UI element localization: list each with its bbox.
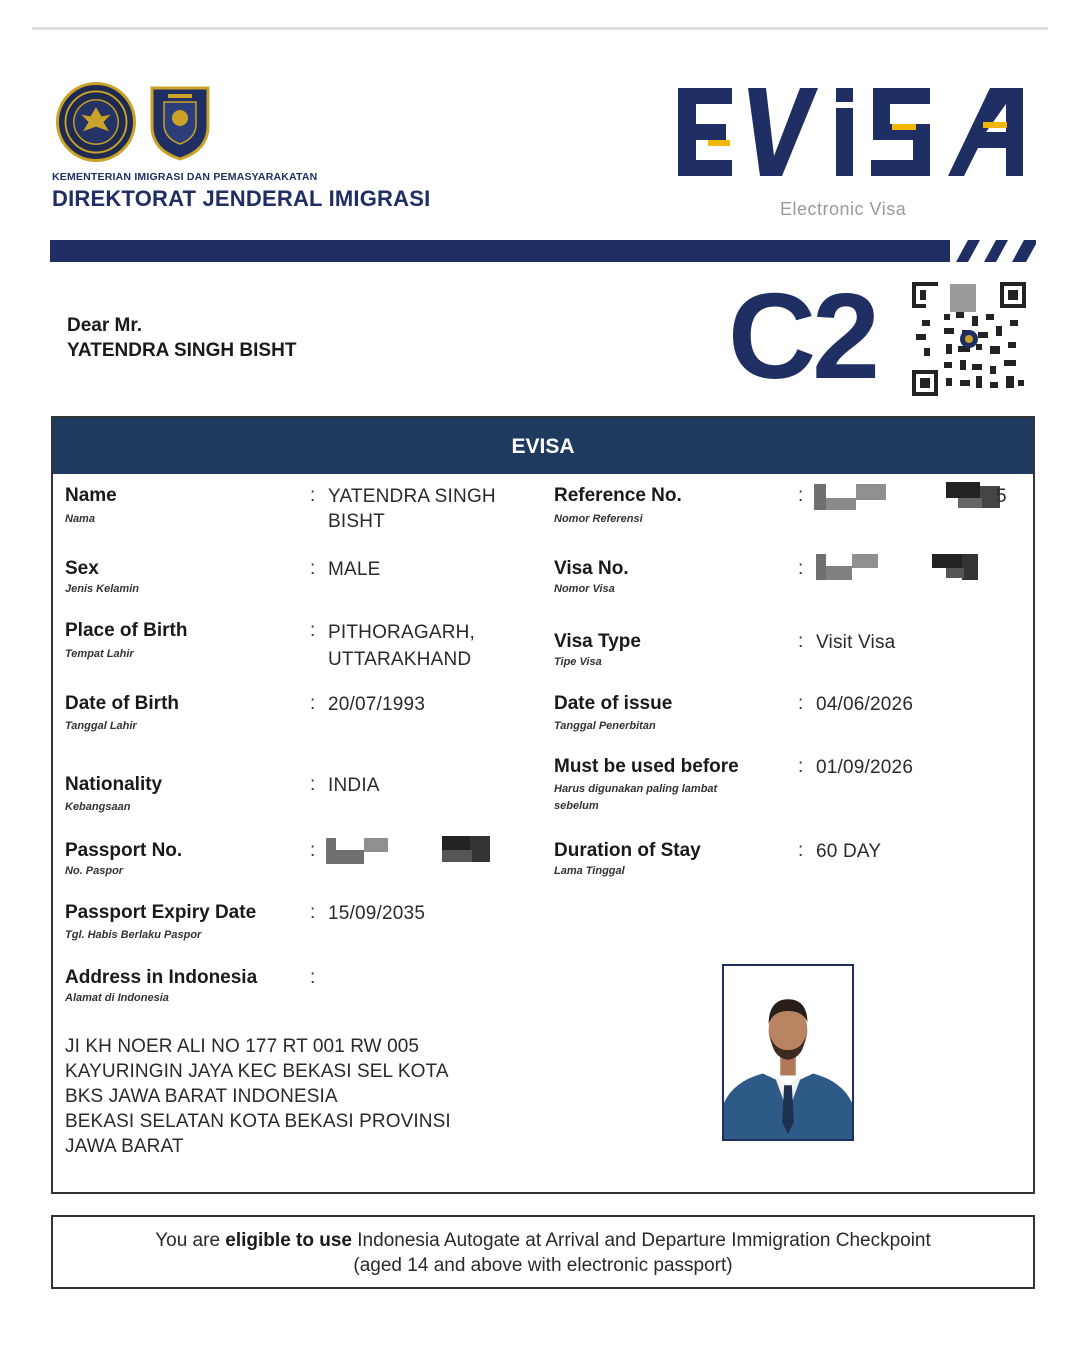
directorate-name: DIREKTORAT JENDERAL IMIGRASI	[52, 186, 431, 211]
place-of-birth-line2: UTTARAKHAND	[328, 649, 472, 670]
reference-no-tail: 5	[996, 486, 1007, 507]
notice-text: Indonesia Autogate at Arrival and Departure Immigration Checkpoint	[352, 1230, 931, 1251]
passport-expiry-value: 15/09/2035	[328, 903, 426, 924]
name-sublabel: Nama	[65, 513, 95, 525]
passport-no-redacted	[326, 836, 496, 866]
colon: :	[798, 693, 804, 714]
visa-type-sublabel: Tipe Visa	[554, 656, 602, 668]
colon: :	[798, 558, 804, 579]
date-of-issue-value: 04/06/2026	[816, 694, 914, 715]
reference-no-label: Reference No.	[554, 485, 682, 506]
date-of-birth-label: Date of Birth	[65, 693, 179, 714]
autogate-notice	[51, 1215, 1035, 1289]
salutation: Dear Mr.	[67, 315, 142, 336]
name-label: Name	[65, 485, 117, 506]
panel-title: EVISA	[53, 418, 1033, 474]
colon: :	[310, 840, 316, 861]
colon: :	[310, 620, 316, 641]
must-use-before-sublabel-2: sebelum	[554, 800, 599, 812]
nationality-value: INDIA	[328, 775, 380, 796]
colon: :	[310, 558, 316, 579]
passport-expiry-sublabel: Tgl. Habis Berlaku Paspor	[65, 929, 202, 941]
reference-no-sublabel: Nomor Referensi	[554, 513, 643, 525]
notice-line-1	[53, 1228, 1033, 1253]
date-of-issue-sublabel: Tanggal Penerbitan	[554, 720, 656, 732]
passport-no-label: Passport No.	[65, 840, 183, 861]
visa-type-value: Visit Visa	[816, 632, 896, 653]
colon: :	[310, 774, 316, 795]
nationality-sublabel: Kebangsaan	[65, 801, 131, 813]
visa-no-label: Visa No.	[554, 558, 629, 579]
place-of-birth-sublabel: Tempat Lahir	[65, 648, 134, 660]
top-divider	[32, 27, 1048, 30]
visa-category-code: C2	[728, 268, 876, 404]
reference-no-redacted	[814, 482, 1014, 512]
colon: :	[310, 693, 316, 714]
sex-sublabel: Jenis Kelamin	[65, 583, 139, 595]
qr-code-icon	[910, 280, 1028, 398]
place-of-birth-label: Place of Birth	[65, 620, 188, 641]
name-value-line2: BISHT	[328, 511, 385, 532]
notice-line-2: (aged 14 and above with electronic passport)	[353, 1255, 733, 1276]
colon: :	[798, 840, 804, 861]
holder-photo	[722, 964, 854, 1141]
notice-bold-text: eligible to use	[225, 1230, 352, 1251]
address-line: JAWA BARAT	[65, 1136, 184, 1157]
address-line: BEKASI SELATAN KOTA BEKASI PROVINSI	[65, 1111, 451, 1132]
nationality-label: Nationality	[65, 774, 163, 795]
colon: :	[798, 631, 804, 652]
sex-label: Sex	[65, 558, 99, 579]
place-of-birth-line1: PITHORAGARH,	[328, 622, 476, 643]
date-of-issue-label: Date of issue	[554, 693, 673, 714]
immigration-shield-icon	[148, 82, 212, 162]
duration-of-stay-value: 60 DAY	[816, 841, 882, 862]
passport-expiry-label: Passport Expiry Date	[65, 902, 257, 923]
ministry-name: KEMENTERIAN IMIGRASI DAN PEMASYARAKATAN	[52, 171, 318, 183]
address-value	[65, 1034, 451, 1159]
address-label: Address in Indonesia	[65, 967, 258, 988]
visa-no-sublabel: Nomor Visa	[554, 583, 615, 595]
duration-of-stay-label: Duration of Stay	[554, 840, 701, 861]
colon: :	[310, 902, 316, 923]
date-of-birth-sublabel: Tanggal Lahir	[65, 720, 137, 732]
colon: :	[310, 485, 316, 506]
duration-of-stay-sublabel: Lama Tinggal	[554, 865, 625, 877]
header-divider-bar	[50, 240, 1036, 262]
evisa-logo	[668, 78, 1038, 188]
ministry-emblem-icon	[56, 82, 136, 162]
notice-text: You are	[155, 1230, 226, 1251]
passport-no-sublabel: No. Paspor	[65, 865, 124, 877]
date-of-birth-value: 20/07/1993	[328, 694, 426, 715]
address-line: JI KH NOER ALI NO 177 RT 001 RW 005	[65, 1036, 420, 1057]
must-use-before-value: 01/09/2026	[816, 757, 914, 778]
visa-no-redacted	[816, 552, 986, 582]
sex-value: MALE	[328, 559, 381, 580]
must-use-before-sublabel-1: Harus digunakan paling lambat	[554, 783, 718, 795]
address-sublabel: Alamat di Indonesia	[65, 992, 169, 1004]
address-line: KAYURINGIN JAYA KEC BEKASI SEL KOTA	[65, 1061, 449, 1082]
must-use-before-label: Must be used before	[554, 756, 739, 777]
visa-type-label: Visa Type	[554, 631, 641, 652]
colon: :	[798, 756, 804, 777]
name-value-line1: YATENDRA SINGH	[328, 486, 496, 507]
holder-name: YATENDRA SINGH BISHT	[67, 340, 297, 361]
address-line: BKS JAWA BARAT INDONESIA	[65, 1086, 338, 1107]
colon: :	[310, 967, 316, 988]
colon: :	[798, 485, 804, 506]
evisa-subtitle: Electronic Visa	[780, 199, 907, 219]
